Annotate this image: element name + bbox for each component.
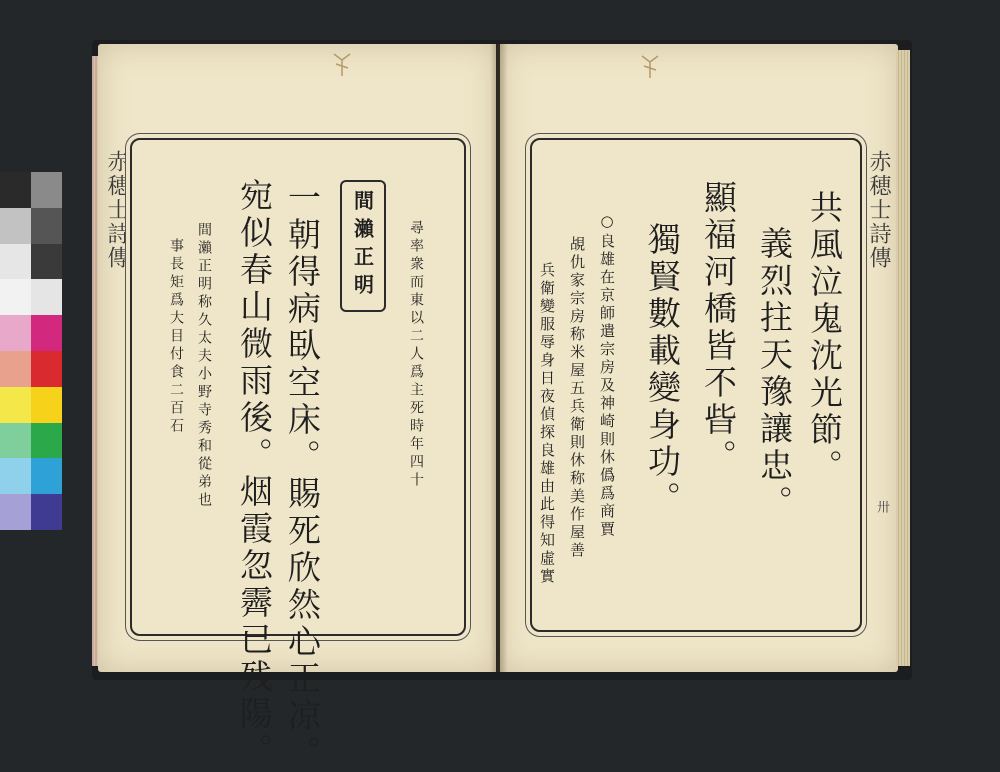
poem-column: 義烈拄天豫讓忠。 bbox=[755, 226, 794, 522]
note-column: 間瀨正明称久太夫小野寺秀和從弟也 bbox=[196, 222, 212, 510]
note-column: ○良雄在京師遣宗房及神崎則休僞爲商賈 bbox=[598, 212, 616, 539]
note-column: 覘仇家宗房称米屋五兵衛則休称美作屋善 bbox=[568, 236, 586, 560]
color-swatch bbox=[0, 423, 31, 459]
color-swatch bbox=[0, 244, 31, 280]
binding-thread-icon bbox=[332, 50, 352, 78]
color-swatch bbox=[0, 279, 31, 315]
poem-column: 共風泣鬼沈光節。 bbox=[805, 190, 844, 486]
color-swatch bbox=[31, 315, 62, 351]
book-gutter bbox=[490, 44, 508, 672]
color-swatch bbox=[0, 458, 31, 494]
color-calibration-chart bbox=[0, 172, 62, 530]
binding-thread-icon bbox=[640, 52, 660, 80]
color-swatch bbox=[31, 458, 62, 494]
right-page-edge bbox=[896, 50, 910, 666]
color-swatch bbox=[31, 423, 62, 459]
name-label: 間瀨正明 bbox=[350, 190, 375, 302]
poem-column: 顯福河橋皆不㫮。 bbox=[699, 180, 738, 476]
color-swatch bbox=[31, 494, 62, 530]
left-margin-title: 赤穂士詩傳 bbox=[104, 150, 129, 270]
color-swatch bbox=[0, 208, 31, 244]
right-margin-title: 赤穂士詩傳 bbox=[866, 150, 891, 270]
color-swatch bbox=[31, 172, 62, 208]
name-box bbox=[340, 180, 386, 312]
color-swatch bbox=[31, 351, 62, 387]
poem-column: 一朝得病臥空床。賜死欣然心正凉。 bbox=[283, 180, 322, 772]
color-swatch bbox=[0, 172, 31, 208]
color-swatch bbox=[31, 279, 62, 315]
poem-column: 獨賢數載變身功。 bbox=[643, 222, 682, 518]
color-swatch bbox=[31, 387, 62, 423]
poem-column: 宛似春山微雨後。烟霞忽霽已残陽。 bbox=[235, 178, 274, 770]
note-column: 事長矩爲大目付食二百石 bbox=[168, 238, 184, 436]
color-swatch bbox=[31, 244, 62, 280]
color-swatch bbox=[31, 208, 62, 244]
note-column: 兵衛變服辱身日夜偵探良雄由此得知虛實 bbox=[538, 262, 556, 586]
color-swatch bbox=[0, 315, 31, 351]
note-column: 尋率衆而東以二人爲主死時年四十 bbox=[408, 220, 424, 490]
page-folio: 卅 bbox=[874, 500, 889, 513]
color-swatch bbox=[0, 351, 31, 387]
color-swatch bbox=[0, 494, 31, 530]
color-swatch bbox=[0, 387, 31, 423]
